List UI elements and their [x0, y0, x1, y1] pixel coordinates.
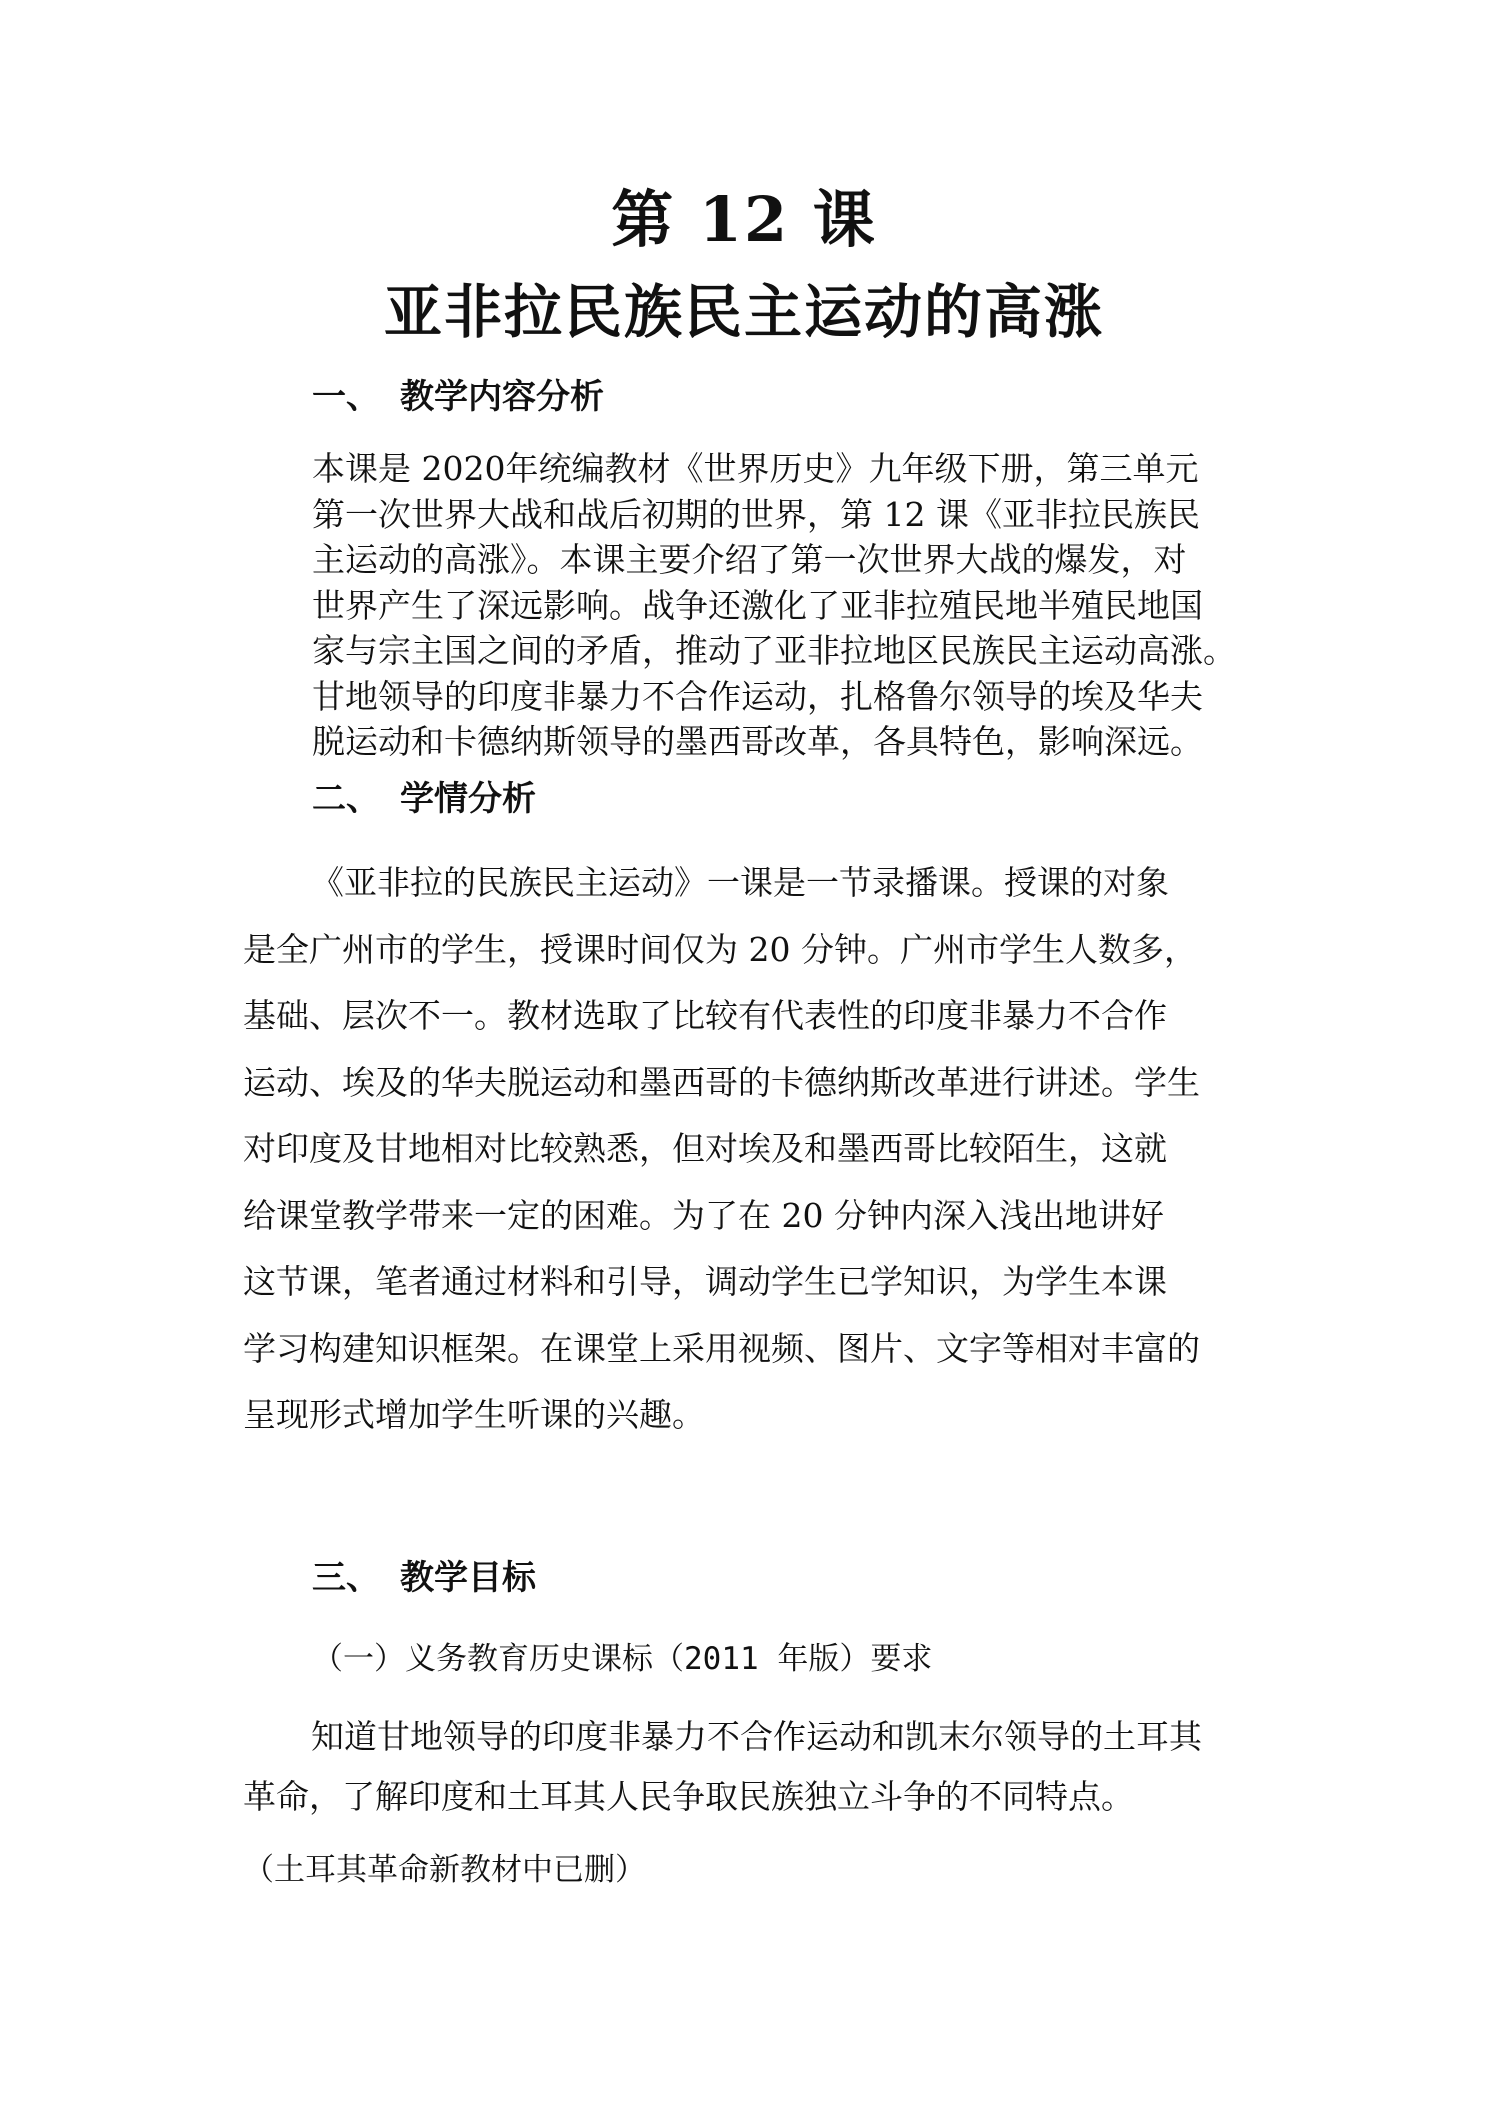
- text-line: 世界产生了深远影响。战争还激化了亚非拉殖民地半殖民地国: [312, 585, 1203, 625]
- text-line: 呈现形式增加学生听课的兴趣。: [243, 1395, 705, 1434]
- section-heading-teaching-goals: [312, 1555, 536, 1601]
- text-line: 甘地领导的印度非暴力不合作运动，扎格鲁尔领导的埃及华夫: [312, 676, 1203, 716]
- text-line: 这节课，笔者通过材料和引导，调动学生已学知识，为学生本课: [243, 1262, 1167, 1301]
- text-line: 家与宗主国之间的矛盾，推动了亚非拉地区民族民主运动高涨。: [312, 631, 1236, 670]
- text-line: 革命，了解印度和土耳其人民争取民族独立斗争的不同特点。: [243, 1777, 1134, 1816]
- section-heading-student-analysis: [312, 776, 536, 822]
- text-line: 主运动的高涨》。本课主要介绍了第一次世界大战的爆发，对: [312, 540, 1187, 579]
- subsection-heading-curriculum-requirements: （一）义务教育历史课标（2011 年版）要求: [312, 1641, 933, 1677]
- text-line: 学习构建知识框架。在课堂上采用视频、图片、文字等相对丰富的: [243, 1328, 1200, 1368]
- paragraph-student-analysis: [243, 850, 1253, 1449]
- section-title: 教学内容分析: [400, 377, 604, 417]
- lesson-number-title: 第 12 课: [611, 183, 877, 256]
- paragraph-curriculum-requirements: [243, 1707, 1263, 1827]
- text-line: 《亚非拉的民族民主运动》一课是一节录播课。授课的对象: [311, 863, 1169, 902]
- text-line: 第一次世界大战和战后初期的世界，第 12 课《亚非拉民族民: [312, 494, 1200, 534]
- section-number: 三、: [312, 1558, 380, 1598]
- text-line: 给课堂教学带来一定的困难。为了在 20 分钟内深入浅出地讲好: [243, 1195, 1164, 1235]
- lesson-main-title: 亚非拉民族民主运动的高涨: [383, 278, 1104, 346]
- section-title: 学情分析: [400, 779, 536, 819]
- text-line: 本课是 2020年统编教材《世界历史》九年级下册，第三单元: [312, 449, 1199, 488]
- section-title: 教学目标: [400, 1558, 536, 1598]
- text-line: 对印度及甘地相对比较熟悉，但对埃及和墨西哥比较陌生，这就: [243, 1129, 1167, 1168]
- text-line: 脱运动和卡德纳斯领导的墨西哥改革，各具特色，影响深远。: [312, 722, 1203, 761]
- text-line: 知道甘地领导的印度非暴力不合作运动和凯末尔领导的土耳其: [311, 1717, 1202, 1756]
- text-line: 运动、埃及的华夫脱运动和墨西哥的卡德纳斯改革进行讲述。学生: [243, 1062, 1200, 1102]
- section-number: 二、: [312, 779, 380, 819]
- section-heading-content-analysis: [312, 374, 604, 420]
- text-line: 是全广州市的学生，授课时间仅为 20 分钟。广州市学生人数多，: [243, 929, 1197, 969]
- text-line: 基础、层次不一。教材选取了比较有代表性的印度非暴力不合作: [243, 996, 1167, 1035]
- paragraph-content-analysis: [312, 446, 1302, 765]
- section-number: 一、: [312, 377, 380, 417]
- note-text: （土耳其革命新教材中已删）: [243, 1852, 646, 1888]
